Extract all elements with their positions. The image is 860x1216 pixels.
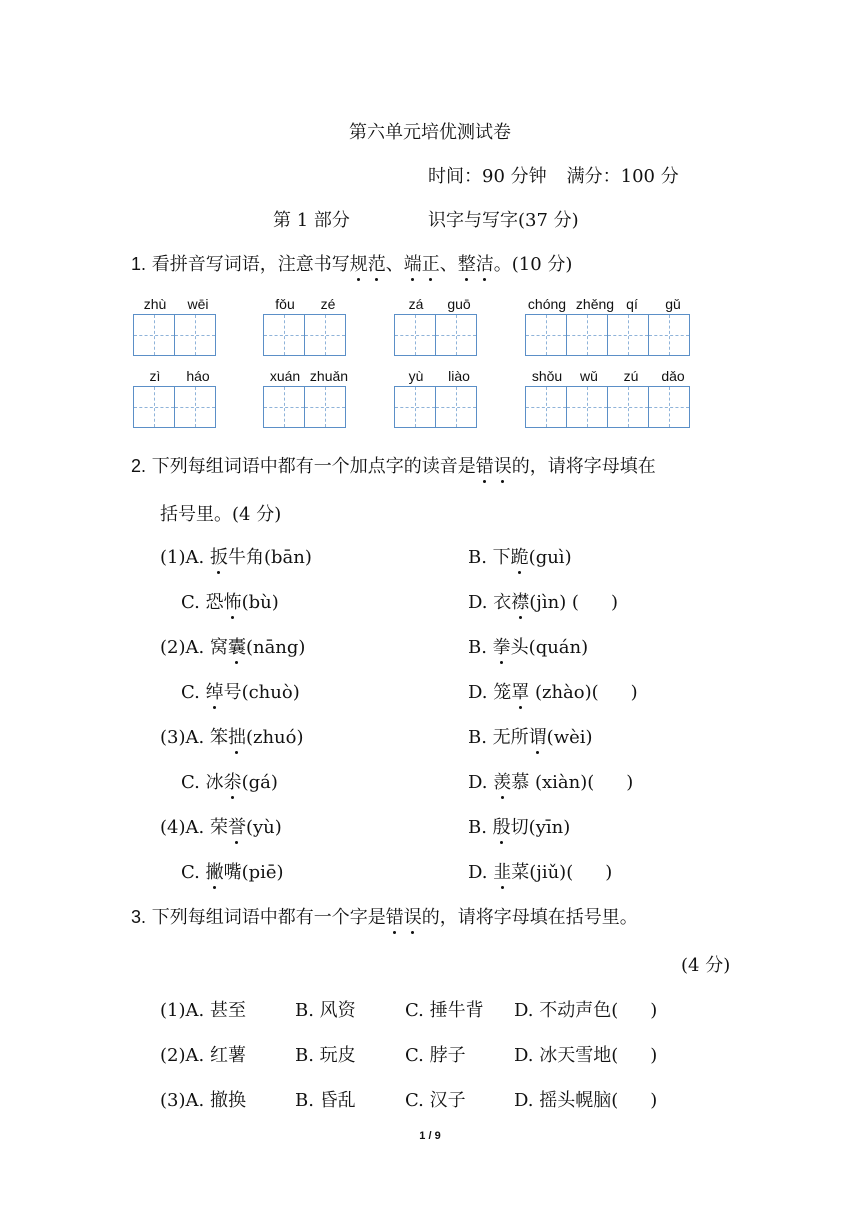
q2-line2: 括号里。(4 分) <box>160 504 282 525</box>
option-row <box>160 543 312 569</box>
text-fragment: (2)A. 红薯 <box>160 1045 246 1066</box>
text-fragment: zì <box>149 368 161 384</box>
text-fragment: 慕 (xiàn)( <box>511 772 595 793</box>
dotted-char: 韭 <box>493 858 511 884</box>
dotted-char: 殷 <box>493 813 511 839</box>
text-fragment: ) <box>626 772 634 793</box>
option-row <box>468 543 572 569</box>
text-fragment: B. 风资 <box>295 1000 356 1021</box>
text-fragment: qí <box>626 296 638 312</box>
q3-row <box>405 996 484 1022</box>
writing-box[interactable] <box>607 314 649 356</box>
text-fragment: fǒu <box>275 296 295 312</box>
text-fragment: B. 玩皮 <box>295 1045 356 1066</box>
text-fragment: yù <box>408 368 424 384</box>
text-fragment: (yù) <box>245 817 282 838</box>
dotted-char: 错 <box>386 903 404 929</box>
text-fragment: ) <box>630 682 638 703</box>
text-fragment: shǒu <box>531 368 563 384</box>
q1-sep: 、 <box>385 254 404 275</box>
option-row <box>468 723 593 749</box>
q3-row <box>295 1086 356 1112</box>
page-title: 第六单元培优测试卷 <box>349 122 511 143</box>
option-row <box>468 633 588 659</box>
option-row <box>181 858 284 884</box>
exam-time: 时间：90 分钟 <box>428 166 547 187</box>
q3-row <box>295 1041 356 1067</box>
option-row <box>181 678 300 704</box>
q3-row <box>514 1041 657 1067</box>
q3-row <box>160 1086 246 1112</box>
text-fragment: háo <box>186 368 210 384</box>
dotted-char: 跪 <box>511 543 529 569</box>
text-fragment: (gá) <box>241 772 278 793</box>
writing-box[interactable] <box>263 386 305 428</box>
option-row <box>181 768 278 794</box>
text-fragment: liào <box>448 368 470 384</box>
dotted-char: 范 <box>368 250 386 276</box>
dotted-char: 错 <box>476 452 494 478</box>
option-row <box>160 633 305 659</box>
dotted-char: 尜 <box>224 768 242 794</box>
text-fragment: C. 捶牛背 <box>405 1000 484 1021</box>
dotted-char: 撇 <box>206 858 224 884</box>
question-2 <box>131 452 656 478</box>
text-fragment: (1)A. <box>160 547 210 568</box>
dotted-char: 端 <box>404 250 422 276</box>
text-fragment: D. 笼 <box>468 682 512 703</box>
dotted-char: 误 <box>494 452 512 478</box>
text-fragment: B. <box>468 817 493 838</box>
writing-box[interactable] <box>435 386 477 428</box>
part-name: 识字与写字(37 分) <box>428 210 579 231</box>
text-fragment: (1)A. 甚至 <box>160 1000 246 1021</box>
writing-box[interactable] <box>133 386 175 428</box>
q1-score: 。(10 分) <box>493 254 573 275</box>
dotted-char: 扳 <box>210 543 228 569</box>
q3-text-end: 的，请将字母填在括号里。 <box>421 907 638 928</box>
writing-box[interactable] <box>435 314 477 356</box>
writing-box[interactable] <box>525 314 567 356</box>
dotted-char: 拳 <box>493 633 511 659</box>
dotted-char: 拙 <box>228 723 246 749</box>
text-fragment: C. 恐 <box>181 592 224 613</box>
writing-box[interactable] <box>648 386 690 428</box>
text-fragment: ) <box>650 1000 658 1021</box>
question-3 <box>131 903 638 929</box>
q3-score: (4 分) <box>681 955 731 976</box>
dotted-char: 规 <box>350 250 368 276</box>
text-fragment: B. <box>468 637 493 658</box>
text-fragment: (nāng) <box>245 637 306 658</box>
option-row <box>181 588 279 614</box>
text-fragment: D. 衣 <box>468 592 512 613</box>
q3-row <box>295 996 356 1022</box>
text-fragment: ) <box>605 862 613 883</box>
question-number: 2. <box>131 456 147 476</box>
text-fragment: zé <box>320 296 336 312</box>
text-fragment: chóng <box>527 296 567 312</box>
text-fragment: (4)A. 荣 <box>160 817 228 838</box>
text-fragment: D. <box>468 772 494 793</box>
text-fragment: D. 冰天雪地( <box>514 1045 619 1066</box>
text-fragment: 牛角(bān) <box>227 547 312 568</box>
text-fragment: D. 不动声色( <box>514 1000 619 1021</box>
text-fragment: B. 昏乱 <box>295 1090 356 1111</box>
question-1 <box>131 250 572 276</box>
dotted-char: 襟 <box>511 588 529 614</box>
text-fragment: (bù) <box>241 592 279 613</box>
writing-box[interactable] <box>566 314 608 356</box>
text-fragment: B. 下 <box>468 547 511 568</box>
text-fragment: (zhào)( <box>529 682 599 703</box>
q3-row <box>405 1086 466 1112</box>
question-number: 1. <box>131 254 147 274</box>
text-fragment: C. 脖子 <box>405 1045 466 1066</box>
page-number: 1 / 9 <box>419 1130 441 1142</box>
text-fragment: C. <box>181 862 206 883</box>
dotted-char: 誉 <box>228 813 246 839</box>
text-fragment: (2)A. 窝 <box>160 637 228 658</box>
q3-row <box>514 1086 657 1112</box>
option-row <box>468 858 612 884</box>
text-fragment: 头(quán) <box>510 637 589 658</box>
writing-box[interactable] <box>648 314 690 356</box>
writing-box[interactable] <box>394 386 436 428</box>
text-fragment: (jìn) ( <box>529 592 579 613</box>
text-fragment: 菜(jiǔ)( <box>511 862 574 883</box>
text-fragment: B. 无所 <box>468 727 529 748</box>
text-fragment: C. 冰 <box>181 772 224 793</box>
dotted-char: 误 <box>404 903 422 929</box>
dotted-char: 谓 <box>529 723 547 749</box>
dotted-char: 正 <box>422 250 440 276</box>
text-fragment: (3)A. 撤换 <box>160 1090 246 1111</box>
dotted-char: 罩 <box>511 678 529 704</box>
q1-sep: 、 <box>439 254 458 275</box>
dotted-char: 囊 <box>228 633 246 659</box>
text-fragment: 嘴(piē) <box>223 862 284 883</box>
text-fragment: wēi <box>187 296 209 312</box>
text-fragment: ) <box>610 592 618 613</box>
writing-box[interactable] <box>394 314 436 356</box>
dotted-char: 整 <box>458 250 476 276</box>
text-fragment: (zhuó) <box>245 727 304 748</box>
q1-text: 看拼音写词语，注意书写 <box>151 254 350 275</box>
text-fragment: zú <box>623 368 639 384</box>
text-fragment: C. <box>181 682 206 703</box>
option-row <box>160 813 282 839</box>
dotted-char: 绰 <box>206 678 224 704</box>
text-fragment: guō <box>447 296 471 312</box>
option-row <box>468 813 570 839</box>
option-row <box>160 723 304 749</box>
text-fragment: zhěng <box>575 296 615 312</box>
text-fragment: 切(yīn) <box>510 817 571 838</box>
text-fragment: 号(chuò) <box>223 682 300 703</box>
question-number: 3. <box>131 907 147 927</box>
writing-box[interactable] <box>607 386 649 428</box>
writing-box[interactable] <box>174 386 216 428</box>
writing-box[interactable] <box>304 314 346 356</box>
option-row <box>468 768 633 794</box>
text-fragment: (wèi) <box>546 727 593 748</box>
q3-row <box>514 996 657 1022</box>
option-row <box>468 678 638 704</box>
q3-row <box>160 996 246 1022</box>
text-fragment: C. 汉子 <box>405 1090 466 1111</box>
text-fragment: xuán <box>269 368 301 384</box>
q3-row <box>405 1041 466 1067</box>
writing-box[interactable] <box>304 386 346 428</box>
exam-score: 满分：100 分 <box>566 166 679 187</box>
dotted-char: 羡 <box>493 768 511 794</box>
text-fragment: ) <box>650 1090 658 1111</box>
writing-box[interactable] <box>174 314 216 356</box>
q2-text: 下列每组词语中都有一个加点字的读音是 <box>151 456 476 477</box>
option-row <box>468 588 618 614</box>
writing-box[interactable] <box>525 386 567 428</box>
text-fragment: D. <box>468 862 494 883</box>
exam-meta <box>428 162 679 188</box>
text-fragment: (guì) <box>528 547 572 568</box>
writing-box[interactable] <box>566 386 608 428</box>
text-fragment: ) <box>650 1045 658 1066</box>
text-fragment: D. 摇头幌脑( <box>514 1090 619 1111</box>
text-fragment: zhuǎn <box>309 368 349 384</box>
dotted-char: 洁 <box>476 250 494 276</box>
text-fragment: zhù <box>143 296 167 312</box>
dotted-char: 怖 <box>224 588 242 614</box>
writing-box[interactable] <box>133 314 175 356</box>
q3-text: 下列每组词语中都有一个字是 <box>151 907 386 928</box>
part-label: 第 1 部分 <box>273 210 350 231</box>
q2-text-end: 的，请将字母填在 <box>511 456 656 477</box>
text-fragment: dǎo <box>661 368 685 384</box>
text-fragment: (3)A. 笨 <box>160 727 228 748</box>
text-fragment: gǔ <box>665 296 681 312</box>
text-fragment: wǔ <box>580 368 598 384</box>
writing-box[interactable] <box>263 314 305 356</box>
q3-row <box>160 1041 246 1067</box>
text-fragment: zá <box>408 296 424 312</box>
